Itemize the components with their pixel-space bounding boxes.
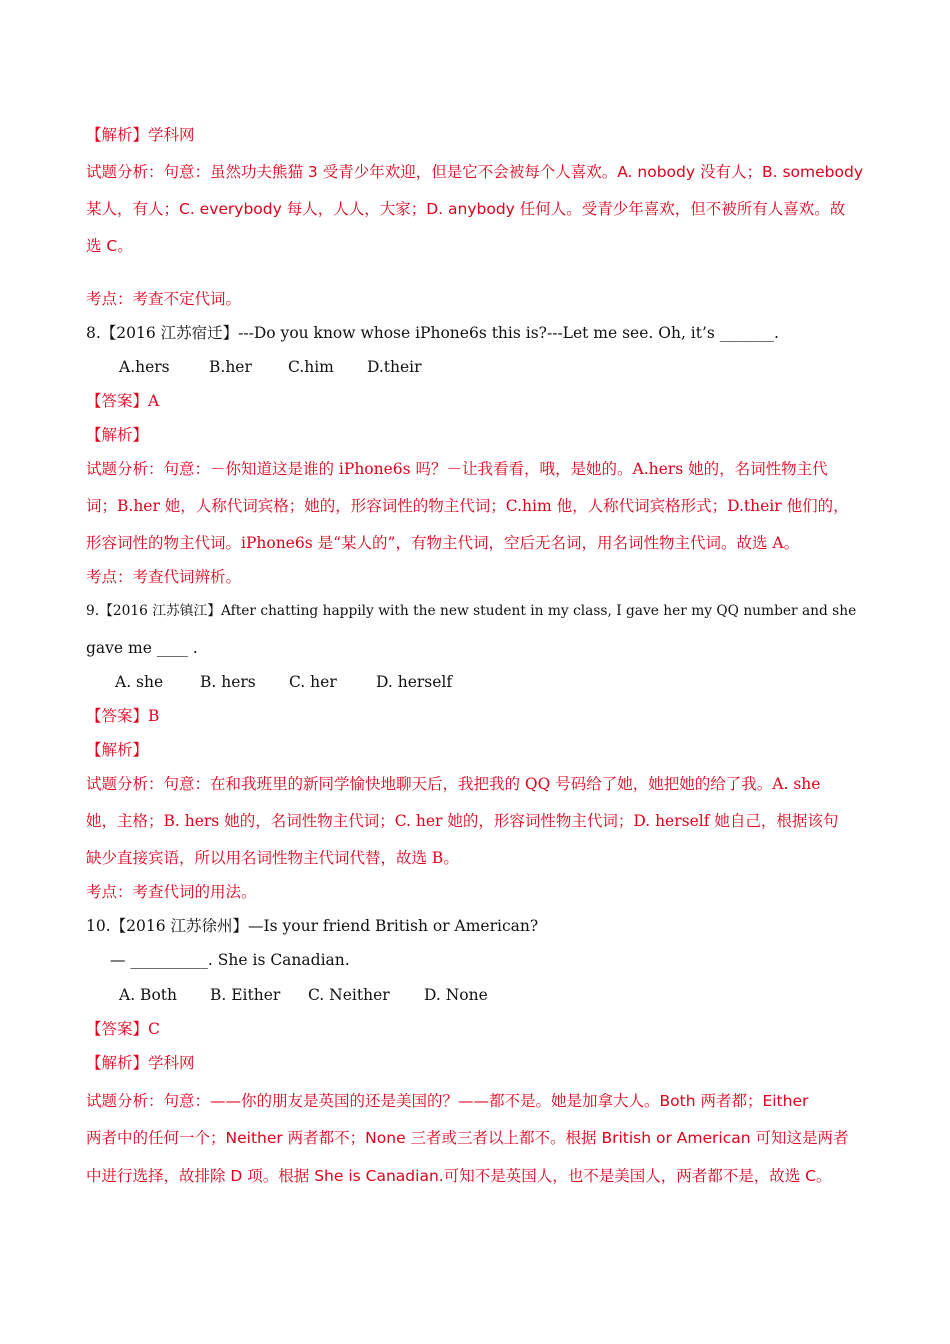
analysis-line: 试题分析：句意：在和我班里的新同学愉快地聊天后，我把我的 QQ 号码给了她，她把她的给了我。A. she	[86, 775, 821, 793]
question-line: 8.【2016 江苏宿迁】---Do you know whose iPhone6s this is?---Let me see. Oh, it’s _______.	[86, 324, 779, 342]
answer-line: 【答案】B	[86, 707, 160, 725]
analysis-line: 两者中的任何一个；Neither 两者都不；None 三者或三者以上都不。根据 British or American 可知这是两者	[86, 1129, 849, 1147]
analysis-line: 试题分析：句意：－你知道这是谁的 iPhone6s 吗？－让我看看，哦，是她的。A.hers 她的，名词性物主代	[86, 460, 828, 478]
option: C. her	[289, 673, 337, 691]
analysis-line: 试题分析：句意：——你的朋友是英国的还是美国的？——都不是。她是加拿大人。Both 两者都；Either	[86, 1092, 809, 1110]
analysis-line: 中进行选择，故排除 D 项。根据 She is Canadian.可知不是英国人，也不是美国人，两者都不是，故选 C。	[86, 1167, 832, 1185]
explanation-heading: 【解析】学科网	[86, 1054, 195, 1072]
analysis-line: 缺少直接宾语，所以用名词性物主代词代替，故选 B。	[86, 849, 459, 867]
question-line: — __________. She is Canadian.	[110, 951, 350, 969]
kaodian-line: 考点：考查代词的用法。	[86, 883, 257, 901]
analysis-line: 词；B.her 她，人称代词宾格；她的，形容词性的物主代词；C.him 他，人称代词宾格形式；D.their 他们的，	[86, 497, 849, 515]
kaodian-line: 考点：考查不定代词。	[86, 290, 242, 308]
option: A.hers	[119, 358, 170, 376]
options-row	[115, 672, 452, 692]
option: D. herself	[376, 673, 453, 691]
analysis-line: 形容词性的物主代词。iPhone6s 是“某人的”，有物主代词，空后无名词，用名词性物主代词。故选 A。	[86, 534, 800, 552]
option: B. Either	[210, 986, 281, 1004]
analysis-line: 某人，有人；C. everybody 每人，人人，大家；D. anybody 任何人。受青少年喜欢，但不被所有人喜欢。故	[86, 200, 846, 218]
answer-line: 【答案】A	[86, 392, 160, 410]
question-line: gave me ____ .	[86, 639, 198, 657]
answer-line: 【答案】C	[86, 1020, 160, 1038]
question-line: 9.【2016 江苏镇江】After chatting happily with the new student in my class, I gave her my QQ number and she	[86, 603, 857, 619]
option: A. she	[115, 673, 164, 691]
kaodian-line: 考点：考查代词辨析。	[86, 568, 242, 586]
option: B. hers	[200, 673, 256, 691]
analysis-line: 她，主格；B. hers 她的，名词性物主代词；C. her 她的，形容词性物主代词；D. herself 她自己，根据该句	[86, 812, 839, 830]
option: A. Both	[119, 986, 177, 1004]
analysis-line: 试题分析：句意：虽然功夫熊猫 3 受青少年欢迎，但是它不会被每个人喜欢。A. nobody 没有人；B. somebody	[86, 163, 863, 181]
options-row	[119, 985, 488, 1005]
option: C. Neither	[308, 986, 390, 1004]
option: B.her	[209, 358, 252, 376]
question-line: 10.【2016 江苏徐州】—Is your friend British or American?	[86, 917, 539, 935]
analysis-line: 选 C。	[86, 237, 133, 255]
options-row	[119, 357, 422, 377]
option: D. None	[424, 986, 488, 1004]
option: D.their	[367, 358, 422, 376]
explanation-heading: 【解析】	[86, 741, 149, 759]
explanation-heading: 【解析】	[86, 426, 149, 444]
option: C.him	[288, 358, 334, 376]
explanation-heading: 【解析】学科网	[86, 126, 195, 144]
